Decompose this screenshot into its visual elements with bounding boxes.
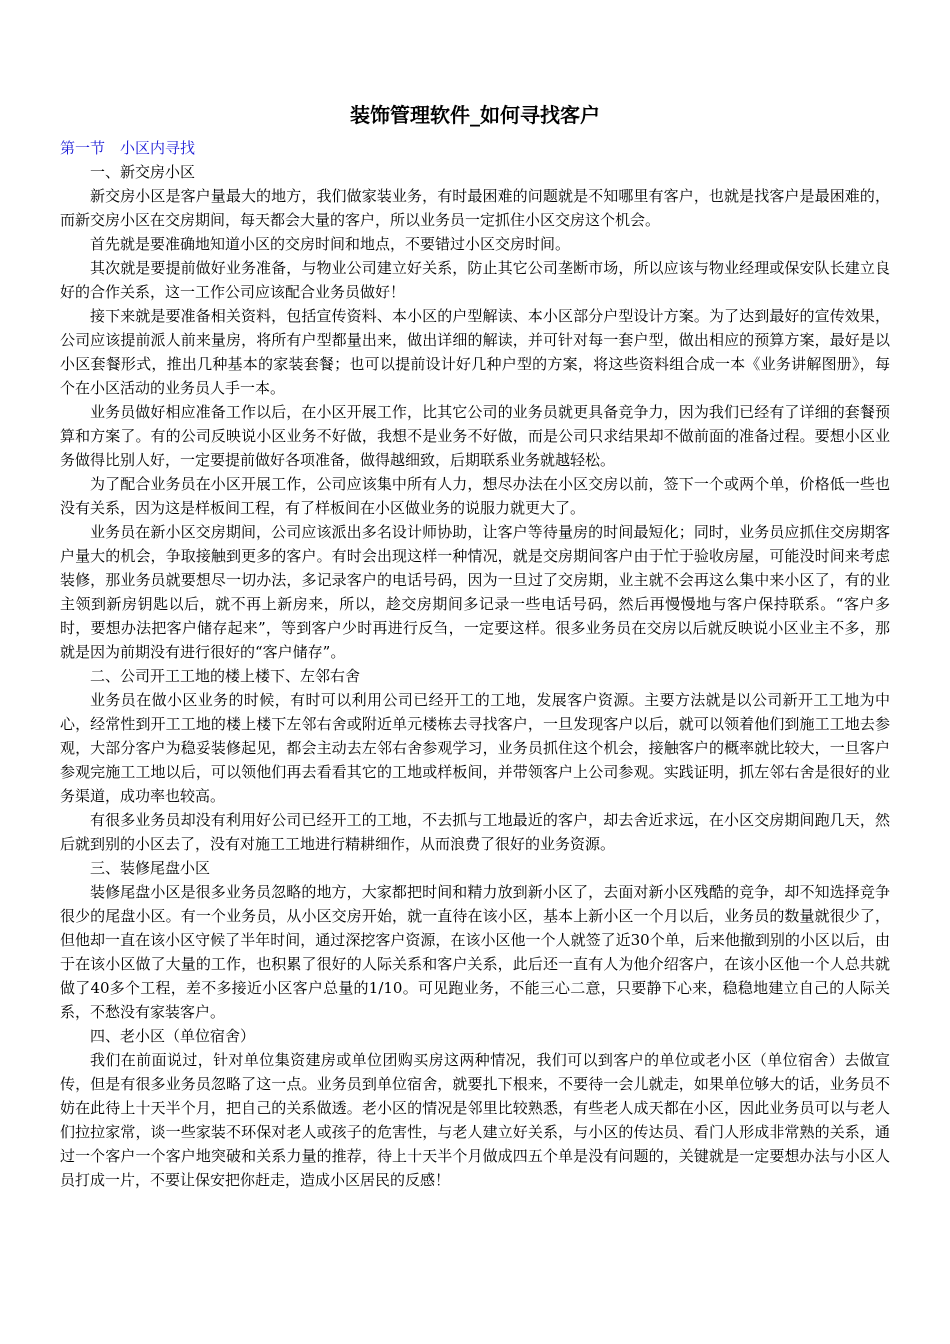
paragraph: 业务员在做小区业务的时候，有时可以利用公司已经开工的工地，发展客户资源。主要方法就是以公司新开工工地为中心，经常性到开工工地的楼上楼下左邻右舍或附近单元楼栋去寻找客户，一旦发现客户以后，就可以领着他们到施工工地去参观，大部分客户为稳妥装修起见，都会主动去左邻右舍参观学习，业务员抓住这个机会，接触客户的概率就比较大，一旦客户参观完施工工地以后，可以领他们再去看看其它的工地或样板间，并带领客户上公司参观。实践证明，抓左邻右舍是很好的业务渠道，成功率也较高。 — [60, 691, 890, 805]
paragraph: 新交房小区是客户量最大的地方，我们做家装业务，有时最困难的问题就是不知哪里有客户，也就是找客户是最困难的，而新交房小区在交房期间，每天都会大量的客户，所以业务员一定抓住小区交房这个机会。 — [60, 187, 890, 229]
subheading-tail-end-communities: 三、装修尾盘小区 — [90, 859, 211, 877]
subheading-construction-site-neighbors: 二、公司开工工地的楼上楼下、左邻右舍 — [90, 667, 361, 685]
paragraph: 有很多业务员却没有利用好公司已经开工的工地，不去抓与工地最近的客户，却去舍近求远，在小区交房期间跑几天，然后就到别的小区去了，没有对施工工地进行精耕细作，从而浪费了很好的业务资源。 — [60, 811, 890, 853]
paragraph: 接下来就是要准备相关资料，包括宣传资料、本小区的户型解读、本小区部分户型设计方案。为了达到最好的宣传效果，公司应该提前派人前来量房，将所有户型都量出来，做出详细的解读，并可针对每一套户型，做出相应的预算方案，最好是以小区套餐形式，推出几种基本的家装套餐；也可以提前设计好几种户型的方案，将这些资料组合成一本《业务讲解图册》，每个在小区活动的业务员人手一本。 — [60, 307, 890, 397]
paragraph: 业务员在新小区交房期间，公司应该派出多名设计师协助，让客户等待量房的时间最短化；同时，业务员应抓住交房期客户量大的机会，争取接触到更多的客户。有时会出现这样一种情况，就是交房期间客户由于忙于验收房屋，可能没时间来考虑装修，那业务员就要想尽一切办法，多记录客户的电话号码，因为一旦过了交房期，业主就不会再这么集中来小区了，有的业主领到新房钥匙以后，就不再上新房来，所以，趁交房期间多记录一些电话号码，然后再慢慢地与客户保持联系。“客户多时，要想办法把客户储存起来”，等到客户少时再进行反刍，一定要这样。很多业务员在交房以后就反映说小区业主不多，那就是因为前期没有进行很好的“客户储存”。 — [60, 523, 890, 661]
paragraph: 我们在前面说过，针对单位集资建房或单位团购买房这两种情况，我们可以到客户的单位或老小区（单位宿舍）去做宣传，但是有很多业务员忽略了这一点。业务员到单位宿舍，就要扎下根来，不要待一会儿就走，如果单位够大的话，业务员不妨在此待上十天半个月，把自己的关系做透。老小区的情况是邻里比较熟悉，有些老人成天都在小区，因此业务员可以与老人们拉拉家常，谈一些家装不环保对老人或孩子的危害性，与老人建立好关系，与小区的传达员、看门人形成非常熟的关系，通过一个客户一个客户地突破和关系力量的推荐，待上十天半个月做成四五个单是没有问题的，关键就是一定要想办法与小区人员打成一片，不要让保安把你赶走，造成小区居民的反感！ — [60, 1051, 890, 1189]
paragraph: 业务员做好相应准备工作以后，在小区开展工作，比其它公司的业务员就更具备竞争力，因为我们已经有了详细的套餐预算和方案了。有的公司反映说小区业务不好做，我想不是业务不好做，而是公司只求结果却不做前面的准备过程。要想小区业务做得比别人好，一定要提前做好各项准备，做得越细致，后期联系业务就越轻松。 — [60, 403, 890, 469]
section-heading: 第一节 小区内寻找 — [60, 139, 196, 157]
subheading-new-handover-community: 一、新交房小区 — [90, 163, 196, 181]
paragraph: 为了配合业务员在小区开展工作，公司应该集中所有人力，想尽办法在小区交房以前，签下一个或两个单，价格低一些也没有关系，因为这是样板间工程，有了样板间在小区做业务的说服力就更大了。 — [60, 475, 890, 517]
subheading-old-communities: 四、老小区（单位宿舍） — [90, 1027, 256, 1045]
paragraph: 首先就是要准确地知道小区的交房时间和地点，不要错过小区交房时间。 — [90, 235, 571, 253]
document-title: 装饰管理软件_如何寻找客户 — [350, 103, 600, 127]
document-page — [60, 98, 890, 1192]
paragraph: 装修尾盘小区是很多业务员忽略的地方，大家都把时间和精力放到新小区了，去面对新小区残酷的竞争，却不知选择竞争很少的尾盘小区。有一个业务员，从小区交房开始，就一直待在该小区，基本上新小区一个月以后，业务员的数量就很少了，但他却一直在该小区守候了半年时间，通过深挖客户资源，在该小区他一个人就签了近30个单，后来他撤到别的小区以后，由于在该小区做了大量的工作，也积累了很好的人际关系和客户关系，此后还一直有人为他介绍客户，在该小区他一个人总共就做了40多个工程，差不多接近小区客户总量的1/10。可见跑业务，不能三心二意，只要静下心来，稳稳地建立自己的人际关系，不愁没有家装客户。 — [60, 883, 890, 1021]
paragraph: 其次就是要提前做好业务准备，与物业公司建立好关系，防止其它公司垄断市场，所以应该与物业经理或保安队长建立良好的合作关系，这一工作公司应该配合业务员做好！ — [60, 259, 890, 301]
